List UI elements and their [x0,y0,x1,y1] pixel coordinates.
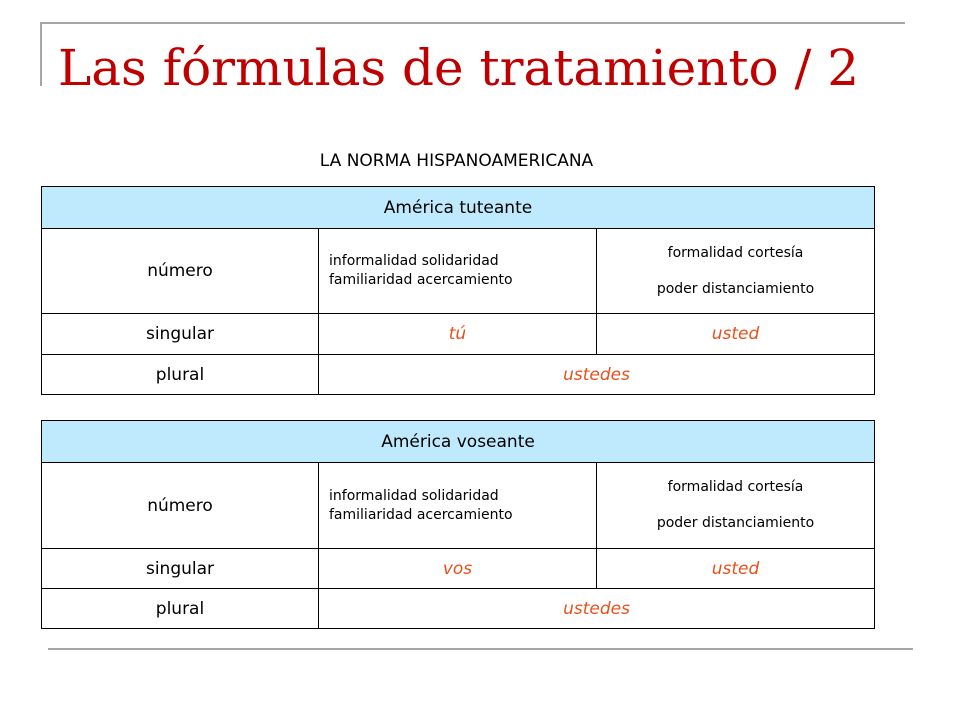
table-america-voseante [41,420,875,629]
informal-line-2: familiaridad acercamiento [329,506,513,523]
table-header-row [42,187,875,229]
formal-line-1: formalidad cortesía [667,479,804,495]
plural-pronoun: ustedes [319,355,875,395]
plural-label: plural [42,355,319,395]
singular-formal-pronoun: usted [597,314,875,355]
informal-cell [319,229,597,314]
table-row [42,355,875,395]
singular-informal-pronoun: tú [319,314,597,355]
table-row [42,314,875,355]
table-row [42,229,875,314]
singular-label: singular [42,314,319,355]
informal-line-1: informalidad solidaridad [329,253,499,269]
informal-cell [319,463,597,549]
table-america-tuteante [41,186,875,395]
formal-line-2: poder distanciamiento [656,515,815,531]
table-row [42,463,875,549]
number-label: número [42,229,319,314]
formal-line-1: formalidad cortesía [667,244,804,261]
singular-informal-pronoun: vos [319,549,597,589]
frame-bottom-line [48,648,913,650]
formal-cell [597,229,875,314]
singular-formal-pronoun: usted [597,549,875,589]
formal-cell [597,463,875,549]
plural-label: plural [42,589,319,629]
section-subtitle: LA NORMA HISPANOAMERICANA [319,151,594,171]
formal-line-2: poder distanciamiento [656,280,815,297]
singular-label: singular [42,549,319,589]
table-row [42,549,875,589]
table-header: América tuteante [42,187,875,229]
table-header-row [42,421,875,463]
informal-line-2: familiaridad acercamiento [329,272,513,288]
table-header: América voseante [42,421,875,463]
frame-left-line [40,22,42,86]
plural-pronoun: ustedes [319,589,875,629]
frame-top-line [40,22,905,24]
number-label: número [42,463,319,549]
page-title: Las fórmulas de tratamiento / 2 [58,39,860,97]
informal-line-1: informalidad solidaridad [329,487,499,504]
table-row [42,589,875,629]
